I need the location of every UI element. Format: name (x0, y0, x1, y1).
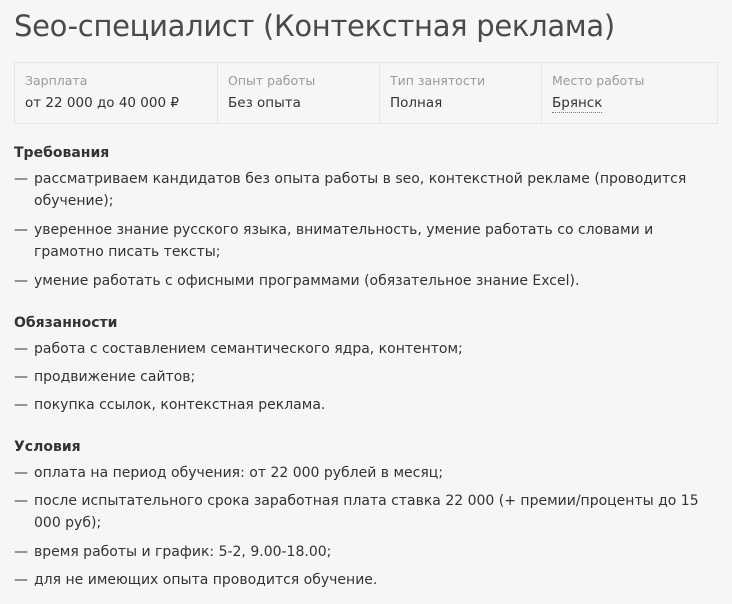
location-value (552, 94, 717, 112)
list-item (14, 366, 714, 388)
list-item (14, 338, 714, 360)
list-bullet: — (14, 369, 28, 385)
list-bullet: — (14, 465, 28, 481)
list-bullet: — (14, 493, 28, 509)
list-bullet: — (14, 572, 28, 588)
list-item (14, 490, 714, 534)
list-item (14, 168, 714, 212)
salary-value: от 22 000 до 40 000 ₽ (25, 95, 179, 111)
list-item-text: покупка ссылок, контекстная реклама. (34, 397, 326, 413)
list-item (14, 219, 714, 263)
list-item-text: для не имеющих опыта проводится обучение. (34, 572, 378, 588)
list-bullet: — (14, 171, 28, 187)
list-item-text: работа с составлением семантического ядра, контентом; (34, 341, 463, 357)
salary-cell (15, 63, 218, 123)
list-bullet: — (14, 222, 28, 238)
experience-label: Опыт работы (228, 73, 316, 88)
salary-label: Зарплата (25, 73, 88, 88)
list-item (14, 541, 714, 563)
list-item-text: после испытательного срока заработная плата ставка 22 000 (+ премии/проценты до 15 000 руб); (34, 493, 699, 531)
vacancy-title: Seo-специалист (Контекстная реклама) (14, 9, 615, 43)
list-item-text: умение работать с офисными программами (обязательное знание Excel). (34, 273, 580, 289)
list-item-text: рассматриваем кандидатов без опыта работы в seo, контекстной рекламе (проводится обучение); (34, 171, 687, 209)
experience-cell (218, 63, 380, 123)
list-item (14, 462, 714, 484)
list-bullet: — (14, 397, 28, 413)
requirements-heading: Требования (14, 145, 110, 161)
list-bullet: — (14, 273, 28, 289)
duties-heading: Обязанности (14, 315, 118, 331)
list-item-text: уверенное знание русского языка, внимательность, умение работать со словами и грамотно писать тексты; (34, 222, 654, 260)
list-item-text: оплата на период обучения: от 22 000 рублей в месяц; (34, 465, 444, 481)
location-cell (542, 63, 717, 123)
city-link[interactable]: Брянск (552, 95, 603, 111)
vacancy-info-table (14, 62, 718, 124)
list-bullet: — (14, 341, 28, 357)
location-label: Место работы (552, 73, 645, 88)
employment-type-cell (380, 63, 542, 123)
experience-value: Без опыта (228, 95, 301, 111)
list-item-text: время работы и график: 5-2, 9.00-18.00; (34, 544, 332, 560)
conditions-heading: Условия (14, 439, 81, 455)
list-bullet: — (14, 544, 28, 560)
employment-type-label: Тип занятости (390, 73, 486, 88)
list-item (14, 270, 714, 292)
employment-type-value: Полная (390, 95, 443, 111)
list-item-text: продвижение сайтов; (34, 369, 196, 385)
list-item (14, 569, 714, 591)
list-item (14, 394, 714, 416)
